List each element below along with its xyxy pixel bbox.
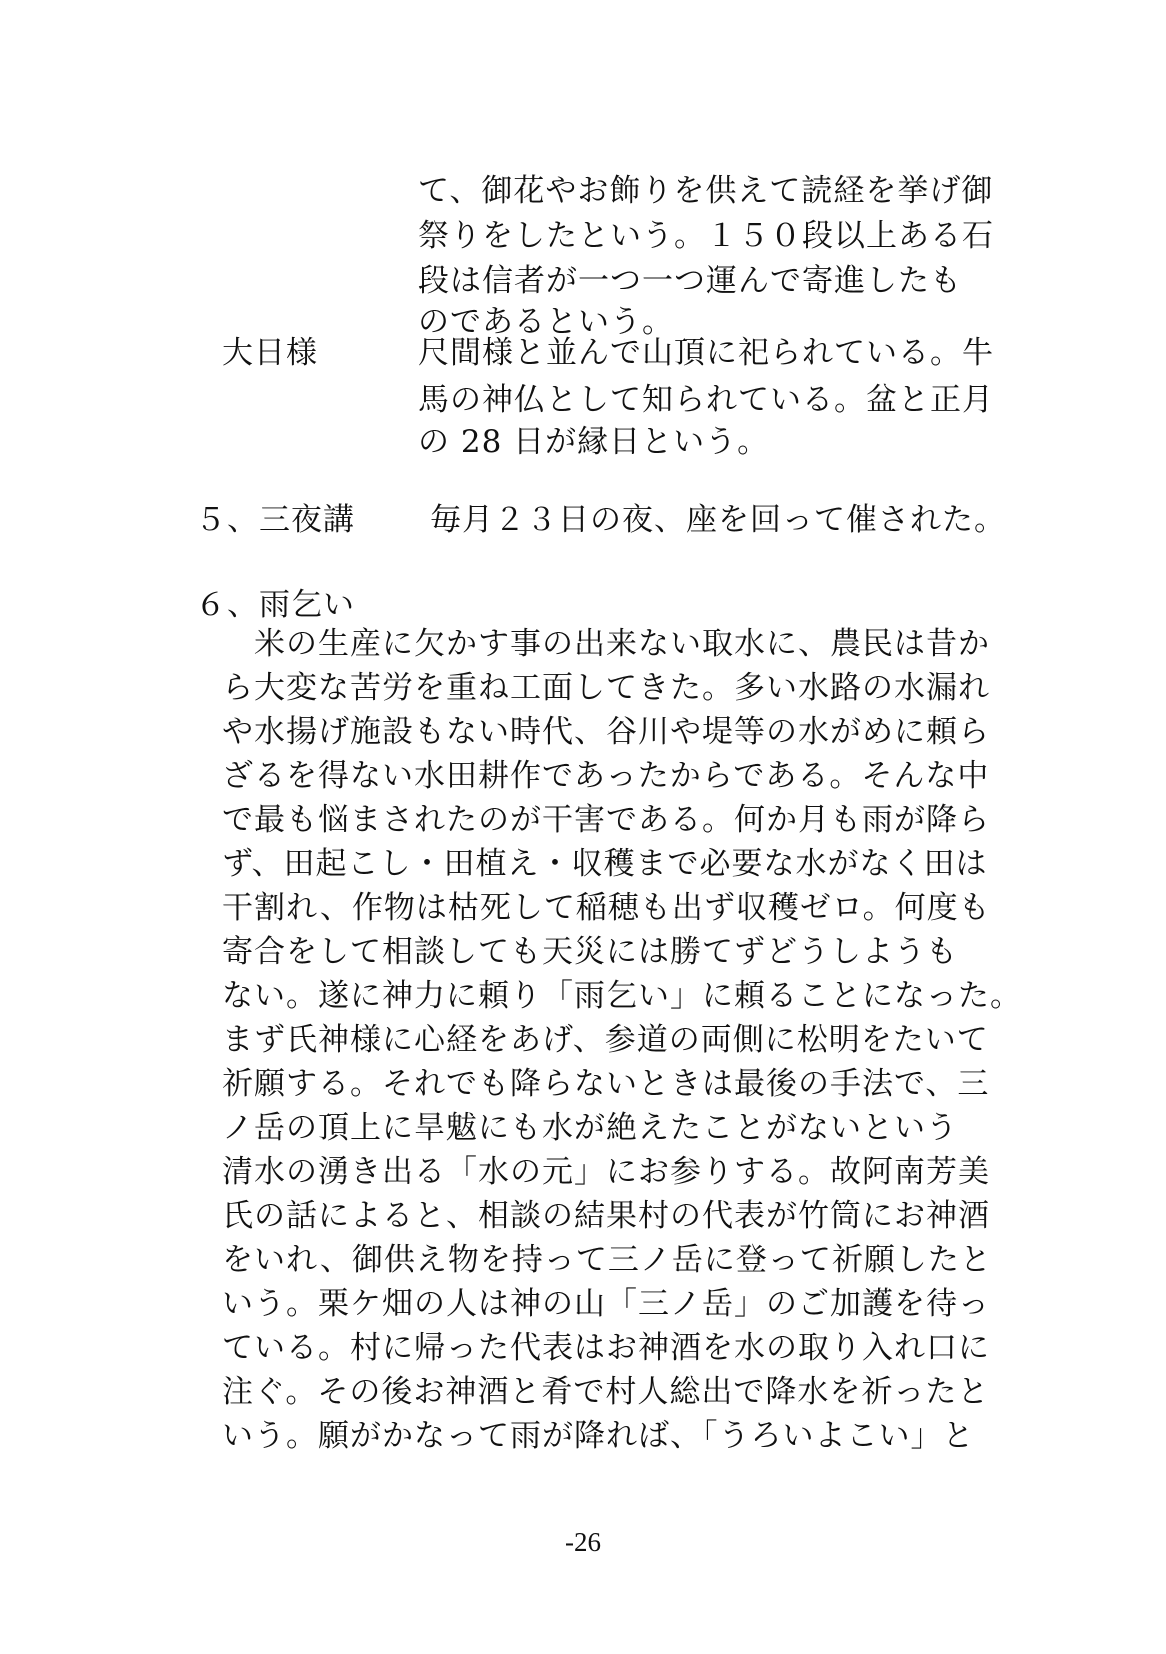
section-heading-sanyako: ５、三夜講: [195, 502, 355, 538]
section-heading-amagoi: ６、雨乞い: [195, 587, 355, 623]
body-line: 干割れ、作物は枯死して稲穂も出ず収穫ゼロ。何度も: [222, 890, 991, 926]
continuation-line: 祭りをしたという。１５０段以上ある石: [418, 218, 994, 254]
body-line: 清水の湧き出る「水の元」にお参りする。故阿南芳美: [222, 1154, 990, 1190]
body-line: ず、田起こし・田植え・収穫まで必要な水がなく田は: [222, 846, 988, 882]
body-line: 氏の話によると、相談の結果村の代表が竹筒にお神酒: [222, 1198, 990, 1234]
entry-desc-line: の 28 日が縁日という。: [418, 424, 770, 460]
body-line: 米の生産に欠かす事の出来ない取水に、農民は昔か: [222, 626, 990, 662]
body-line: や水揚げ施設もない時代、谷川や堤等の水がめに頼ら: [222, 714, 990, 750]
section-text-sanyako: 毎月２３日の夜、座を回って催された。: [430, 502, 1006, 538]
continuation-line: 段は信者が一つ一つ運んで寄進したも: [418, 263, 962, 299]
body-line: いう。願がかなって雨が降れば、「うろいよこい」と: [222, 1418, 975, 1454]
entry-desc-line: 馬の神仏として知られている。盆と正月: [418, 382, 994, 418]
body-line: 寄合をして相談しても天災には勝てずどうしようも: [222, 934, 958, 970]
body-line: ノ岳の頂上に旱魃にも水が絶えたことがないという: [222, 1110, 958, 1146]
body-line: で最も悩まされたのが干害である。何か月も雨が降ら: [222, 802, 990, 838]
body-line: いう。栗ケ畑の人は神の山「三ノ岳」のご加護を待っ: [222, 1286, 990, 1322]
body-line: 注ぐ。その後お神酒と肴で村人総出で降水を祈ったと: [222, 1374, 990, 1410]
body-line: ている。村に帰った代表はお神酒を水の取り入れ口に: [222, 1330, 990, 1366]
body-line: 祈願する。それでも降らないときは最後の手法で、三: [222, 1066, 990, 1102]
continuation-line: て、御花やお飾りを供えて読経を挙げ御: [418, 173, 994, 209]
body-line: をいれ、御供え物を持って三ノ岳に登って祈願したと: [222, 1242, 992, 1278]
entry-desc-line: 尺間様と並んで山頂に祀られている。牛: [418, 335, 994, 371]
body-line: まず氏神様に心経をあげ、参道の両側に松明をたいて: [222, 1022, 989, 1058]
body-line: ない。遂に神力に頼り「雨乞い」に頼ることになった。: [222, 978, 1022, 1014]
continuation-line: のであるという。: [418, 304, 674, 340]
entry-term-dainichi: 大日様: [222, 335, 318, 371]
body-line: ざるを得ない水田耕作であったからである。そんな中: [222, 758, 990, 794]
body-line: ら大変な苦労を重ね工面してきた。多い水路の水漏れ: [222, 670, 990, 706]
page-number: -26: [565, 1527, 601, 1557]
